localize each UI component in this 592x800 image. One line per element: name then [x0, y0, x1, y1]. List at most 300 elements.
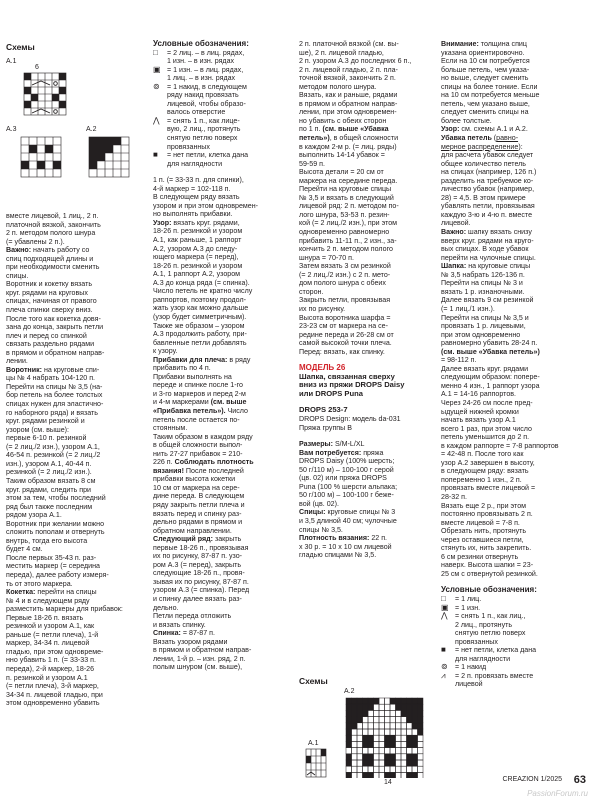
legend-item [153, 49, 292, 66]
legend-2 [441, 595, 588, 689]
column-2 [153, 40, 292, 672]
chart-cell [379, 710, 385, 716]
col1-text-collar: на круговые спи- цы № 4 набрать 104-120 п. Перейти на спицы № 3,5 (на- бор петель на более толстых спицах нужен для эластично- го наборного ряда) и вязать круг. рядами резинкой и узором (см. выше): первые 6-10 п. резинкой (= 2 лиц./2 изн.), узором А.1, 46-54 п. резинкой (= 2 лиц./2 изн.), узором А.1, 40-44 п. резинкой (= 2 лиц./2 изн.). Таким образом вязать 8 см круг. рядами, следить при этом за тем, чтобы последний ряд был также последним рядом узора А.1. Воротник при желании можно сложить пополам и отвернуть внутрь, тогда его высота будет 4 см. После первых 35-43 п. раз- местить маркер (= середина переда), далее работу измеря- ть от этого маркера. [6, 365, 109, 588]
sizes-label: Размеры: [299, 440, 333, 449]
chart-filled-cell [346, 704, 352, 710]
chart-filled-cell [412, 710, 418, 716]
chart-cell [407, 729, 413, 735]
chart-filled-cell [412, 723, 418, 729]
chart-cell [363, 729, 369, 735]
column-4 [441, 40, 588, 689]
chart-filled-cell [363, 710, 369, 716]
col4-para-decrease [441, 134, 588, 228]
col2-bold-back: Спинка: [153, 629, 181, 638]
chart-cell [379, 735, 385, 741]
chart-cell [396, 741, 402, 747]
col2-text-nextrow: закрыть первые 18-26 п., провязывая их по рисунку, 87-87 п. узо- ром А.3 (= перед), закрыть следующие 18-26 п., провя- зывая их по рисунку, 87-87 п. узором А.3 (= спинка). Перед и спинку далее вязать раз- дельно. Петли переда отложить и вязать спинку. [153, 535, 250, 629]
chart-cell [352, 729, 358, 735]
chart-cell [379, 748, 385, 754]
col4-para-pattern [441, 125, 588, 134]
chart-filled-cell [363, 754, 369, 760]
chart-cell [374, 717, 380, 723]
legend-symbol-icon: ▣ [441, 602, 449, 612]
chart-filled-cell [346, 710, 352, 716]
chart-cell [396, 760, 402, 766]
col4-bold-important: Важно: [441, 228, 467, 237]
chart-filled-cell [363, 772, 369, 778]
chart-cell [390, 748, 396, 754]
chart-cell [363, 723, 369, 729]
needles [299, 508, 438, 534]
chart-cell [396, 717, 402, 723]
chart-cell [352, 748, 358, 754]
chart-filled-cell [412, 698, 418, 704]
chart-a1b-label: А.1 [308, 740, 319, 747]
chart-filled-cell [346, 735, 352, 741]
chart-filled-cell [346, 754, 352, 760]
chart-cell [390, 729, 396, 735]
chart-cell [418, 766, 424, 772]
chart-cell [379, 766, 385, 772]
col2-text-increase-2: Число петель после остается по- стоянным. Таким образом в каждом ряду в общей сложности выпол- нить 27-27 прибавок = 210- 226 п. [153, 406, 253, 467]
legend-item [441, 612, 588, 646]
chart-cell [390, 717, 396, 723]
sizes-value: S/M-L/XL [332, 440, 365, 449]
chart-filled-cell [412, 735, 418, 741]
col4-bold-pattern: Узор: [441, 125, 460, 134]
col2-text-back: = 87-87 п. Вязать узором рядами в прямом и обратном направ- лении, 1-й р. – изн. ряд, 2 п. полым шнуром (см. выше), [153, 629, 252, 672]
schemes-title: Схемы [6, 42, 35, 52]
legend-symbol-icon: ⩘ [441, 670, 446, 680]
chart-filled-cell [412, 741, 418, 747]
legend-item [153, 66, 292, 83]
watermark: PassionForum.ru [527, 789, 588, 798]
legend-text: = 1 накид [455, 663, 487, 672]
legend-symbol-icon: ■ [441, 645, 446, 655]
chart-filled-cell [390, 772, 396, 778]
col2-para-nextrow [153, 535, 292, 629]
col2-bold-pattern: Узор: [153, 218, 172, 227]
legend-symbol-icon: ⊚ [441, 662, 448, 672]
chart-filled-cell [407, 760, 413, 766]
legend-item [441, 595, 588, 604]
chart-filled-cell [418, 704, 424, 710]
chart-filled-cell [412, 754, 418, 760]
chart-filled-cell [346, 717, 352, 723]
chart-a3-label: А.3 [6, 126, 17, 133]
chart-filled-cell [407, 710, 413, 716]
chart-cell [374, 760, 380, 766]
chart-cell [352, 772, 358, 778]
model-code: DROPS 253-7 [299, 405, 348, 415]
chart-filled-cell [385, 772, 391, 778]
legend-text: = 2 п. провязать вместе лицевой [455, 671, 534, 689]
col2-bold-increase-ref: (см. выше «Прибавка петель»). [153, 398, 247, 415]
chart-cell [385, 748, 391, 754]
chart-filled-cell [368, 741, 374, 747]
chart-cell [407, 723, 413, 729]
chart-cell [379, 698, 385, 704]
chart-cell [412, 729, 418, 735]
chart-filled-cell [401, 698, 407, 704]
chart-filled-cell [401, 704, 407, 710]
chart-filled-cell [357, 698, 363, 704]
footer [430, 774, 590, 788]
col1-para-collar [6, 366, 146, 588]
chart-filled-cell [374, 698, 380, 704]
col4-text-hat-2: = 98-112 п. Далее вязать круг. рядами следующим образом: попере- менно 4 изн., 1 раппорт узора А.1 = 14-16 раппортов. Через 24-26 см после пред- ыдущей нижней кромки начать вязать узор А.1 всего 1 раз, при этом число петель уменьшится до 2 п. в каждом раппорте = 7-8 раппортов = 42-48 п. После того как узор А.2 завершен в высоту, в следующем ряду: вязать попеременно 1 изн., 2 п. провязать вместе лицевой = 28-32 п. Вязать еще 2 р., при этом постоянно провязывать 2 п. вместе лицевой = 7-8 п. Обрезать нить, протянуть через оставшиеся петли, стянуть их, нить закрепить. 6 см резинки отвернуть наверх. Высота шапки = 23- 25 см с отвернутой резинкой. [441, 356, 559, 578]
col1-para-yoke [6, 588, 146, 708]
chart-filled-cell [418, 717, 424, 723]
col4-text-decrease-underline: равно- мерное распределение [441, 134, 519, 151]
chart-filled-cell [407, 772, 413, 778]
col4-para-attention [441, 40, 588, 125]
chart-a1-width-label: 6 [35, 64, 39, 71]
col2-bold-gauge: Соблюдать плотность вязания! [153, 458, 254, 475]
chart-filled-cell [390, 735, 396, 741]
chart-a3-grid [20, 136, 68, 184]
chart-filled-cell [407, 741, 413, 747]
gauge [299, 534, 438, 560]
legend-symbol-icon: ■ [153, 150, 158, 160]
chart-cell [352, 741, 358, 747]
model-title: МОДЕЛЬ 26 [299, 363, 346, 373]
chart-filled-cell [352, 710, 358, 716]
chart-cell [352, 766, 358, 772]
col2-para-pattern [153, 219, 292, 356]
chart-filled-cell [368, 760, 374, 766]
chart-cell [401, 766, 407, 772]
legend-item [441, 604, 588, 613]
chart-a2-label: А.2 [86, 126, 97, 133]
chart-filled-cell [407, 717, 413, 723]
legend-item [441, 663, 588, 672]
chart-filled-cell [385, 760, 391, 766]
chart-cell [363, 748, 369, 754]
chart-filled-cell [418, 723, 424, 729]
legend-text: = 2 лиц. – в лиц. рядах, 1 изн. – в изн. рядах [167, 48, 245, 66]
chart-cell [357, 741, 363, 747]
chart-cell [368, 729, 374, 735]
chart-filled-cell [390, 698, 396, 704]
legend-text: = нет петли, клетка дана для наглядности [455, 646, 537, 663]
chart-cell [379, 772, 385, 778]
chart-filled-cell [357, 704, 363, 710]
chart-filled-cell [346, 698, 352, 704]
legend-text: = снять 1 п., как лице- вую, 2 лиц., протянуть снятую петлю поверх провязанных [167, 116, 241, 151]
chart-cell [401, 748, 407, 754]
chart-cell [418, 741, 424, 747]
chart-cell [390, 723, 396, 729]
col4-text-decrease-b: ): для расчета убавок следует общее количество петель на спицах (например, 126 п.) разделить на требуемое ко- личество убавок (например, 28) = 4,5. В этом примере убавлять петли, провязывая каждую 3-ю и 4-ю п. вместе лицевой. [441, 142, 537, 228]
chart-cell [396, 772, 402, 778]
chart-cell [374, 766, 380, 772]
legend-1-title: Условные обозначения: [153, 39, 249, 48]
chart-filled-cell [412, 772, 418, 778]
col4-text-pattern: см. схемы А.1 и А.2. [459, 125, 528, 134]
chart-cell [390, 766, 396, 772]
chart-cell [396, 723, 402, 729]
chart-cell [385, 698, 391, 704]
chart-cell [401, 717, 407, 723]
col1-bold-collar: Воротник: [6, 365, 42, 374]
chart-filled-cell [363, 741, 369, 747]
chart-filled-cell [401, 710, 407, 716]
chart-cell [418, 735, 424, 741]
chart-cell [352, 760, 358, 766]
chart-cell [368, 723, 374, 729]
legend-item [441, 672, 588, 689]
legend-text: = 1 лиц. [455, 595, 482, 603]
chart-cell [379, 717, 385, 723]
chart-cell [396, 748, 402, 754]
chart-filled-cell [346, 723, 352, 729]
legend-symbol-icon: ⊚ [153, 81, 160, 91]
col4-text-hat: на круговые спицы № 3,5 набрать 126-136 п. Перейти на спицы № 3 и вязать 1 р. изнаночными. Далее вязать 9 см резинкой (= 1 лиц./1 изн.). Перейти на спицы № 3,5 и провязать 1 р. лицевыми, при этом одновременно равномерно убавить 28-24 п. [441, 262, 538, 348]
col1-para-important [6, 246, 146, 366]
col4-text-attention: толщина спиц указана ориентировочно. Если на 10 см потребуется больше петель, чем указа- но выше, следует сменить спицы на более тонкие. Если на 10 см потребуется меньше петель, чем указано выше, следует сменить спицы на более толстые. [441, 40, 540, 125]
chart-cell [363, 766, 369, 772]
chart-cell [379, 723, 385, 729]
chart-cell [390, 704, 396, 710]
col1-text-important: начать работу со спиц подходящей длины и при необходимости сменить спицы. Воротник и кокетку вязать круг. рядами на круговых спицах, начиная от правого плеча спинки сверху вниз. После того как кокетка довя- зана до конца, закрыть петли плеч и перед со спинкой связать раздельно рядами в прямом и обратном направ- лении. [6, 246, 105, 366]
col4-para-important [441, 228, 588, 262]
chart-filled-cell [368, 698, 374, 704]
chart-a2b-grid [344, 696, 444, 778]
chart-cell [352, 735, 358, 741]
chart-cell [357, 735, 363, 741]
chart-filled-cell [390, 760, 396, 766]
chart-cell [368, 766, 374, 772]
chart-filled-cell [346, 741, 352, 747]
chart-filled-cell [346, 729, 352, 735]
chart-filled-cell [352, 723, 358, 729]
chart-filled-cell [412, 704, 418, 710]
chart-filled-cell [363, 698, 369, 704]
chart-cell [368, 710, 374, 716]
chart-filled-cell [352, 717, 358, 723]
legend-symbol-icon: □ [153, 47, 158, 57]
col4-bold-decrease: Убавка петель [441, 134, 492, 143]
chart-cell [401, 754, 407, 760]
column-1 [6, 212, 146, 708]
model-description: Шапка, связанная сверху вниз из пряжи DROPS Daisy или DROPS Puna [299, 371, 405, 398]
chart-cell [379, 754, 385, 760]
chart-cell [412, 748, 418, 754]
page-number: 63 [573, 774, 586, 786]
chart-filled-cell [368, 735, 374, 741]
chart-cell [379, 729, 385, 735]
chart-filled-cell [363, 704, 369, 710]
column-3 [299, 40, 438, 560]
legend-item [153, 151, 292, 168]
chart-cell [407, 766, 413, 772]
legend-item [153, 117, 292, 151]
col2-text: 1 п. (= 33-33 п. для спинки), 4-й маркер = 102-118 п. В следующем ряду вязать узором и при этом одновремен- но выполнять прибавки. [153, 176, 259, 219]
chart-cell [401, 723, 407, 729]
col1-bold-yoke: Кокетка: [6, 588, 36, 597]
legend-text: = 1 накид, в следующем ряду накид провязать лицевой, чтобы образо- валось отверстие [167, 82, 247, 117]
needles-label: Спицы: [299, 508, 326, 517]
materials-label: Вам потребуется: [299, 448, 362, 457]
col2-text-pattern: вязать круг. рядами, 18-26 п. резинкой и узором А.1, как раньше, 1 раппорт А.2, узором А.3 до следу- ющего маркера (= перед), 18-26 п. резинкой и узором А.1, 1 раппорт А.2, узором А.3 до конца ряда (= спинка). Число петель не кратно числу раппортов, поэтому продол- жать узор как можно дальше (узор будет симметричным). Также же образом – узором А.3 продолжить работу, при- бавленные петли добавлять к узору. [153, 218, 253, 356]
chart-cell [374, 704, 380, 710]
chart-filled-cell [418, 710, 424, 716]
col3-bold-decrease: (см. выше «Убавка петель») [299, 125, 389, 143]
col1-text: вместе лицевой, 1 лиц., 2 п. платочной вязкой, закончить 2 п. методом полого шнура (= убавлены 2 п.). [6, 212, 101, 246]
chart-cell [357, 766, 363, 772]
chart-cell [401, 729, 407, 735]
chart-filled-cell [418, 729, 424, 735]
col3-text-1: , в общей сложности в каждом 2-м р. (= лиц. ряды) выполнить 14-14 убавок = 59-59 п. Высота детали = 20 см от маркера на середине переда. Перейти на круговые спицы № 3,5 и вязать в следующий лицевой ряд: 2 п. методом по- лого шнура, 53-53 п. резин- кой (= 2 лиц./2 изн.), при этом одновременно равномерно прибавить 11-11 п., 2 изн., за- кончить 2 п. методом полого шнура = 70-70 п. Затем вязать 3 см резинкой (= 2 лиц./2 изн.) с 2 п. мето- дом полого шнура с обеих сторон. Закрыть петли, провязывая их по рисунку. Высота воротника шарфа = 23-23 см от маркера на се- редине переда и 26-28 см от самой высокой точки плеча. Перед: вязать, как спинку. [299, 134, 399, 356]
chart-cell [346, 766, 352, 772]
materials [299, 449, 438, 509]
footer-magazine: CREAZION 1/2025 [502, 776, 562, 783]
chart-a2-grid [88, 136, 134, 184]
chart-cell [418, 754, 424, 760]
chart-cell [363, 717, 369, 723]
col4-bold-hat: Шапка: [441, 262, 467, 271]
legend-text: = 1 изн. – в лиц. рядах, 1 лиц. – в изн. рядах [167, 65, 244, 83]
chart-a1-grid [16, 71, 76, 117]
legend-item [441, 646, 588, 663]
chart-cell [401, 772, 407, 778]
chart-filled-cell [407, 735, 413, 741]
model-design: DROPS Design: модель da-031 Пряжа группы B [299, 414, 401, 432]
chart-cell [368, 748, 374, 754]
chart-cell [396, 710, 402, 716]
col4-bold-attention: Внимание: [441, 40, 479, 48]
chart-filled-cell [363, 760, 369, 766]
col1-bold-important: Важно: [6, 246, 32, 255]
col2-para-increase [153, 356, 292, 535]
legend-2-title: Условные обозначения: [441, 585, 537, 595]
col2-text-gauge: После последней прибавки высота кокетки 10 см от маркера на сере- дине переда. В следующем ряду закрыть петли плеча и вязать перед и спинку раз- дельно рядами в прямом и обратном направлении. [153, 466, 245, 535]
legend-item [153, 83, 292, 117]
chart-filled-cell [407, 754, 413, 760]
chart-filled-cell [385, 735, 391, 741]
col4-text-important: шапку вязать снизу вверх круг. рядами на круго- вых спицах. В ходе убавок перейти на чулочные спицы. [441, 228, 536, 262]
legend-symbol-icon: ⋀ [441, 611, 448, 621]
chart-a2b-label: А.2 [344, 688, 355, 695]
chart-cell [346, 748, 352, 754]
chart-cell [396, 735, 402, 741]
chart-a1-label: А.1 [6, 58, 17, 65]
chart-filled-cell [412, 760, 418, 766]
col1-text-yoke: перейти на спицы № 4 и в следующем ряду разместить маркеры для прибавок: Первые 18-26 п. вязать резинкой и узором А.1, как раньше (= петли плеча), 1-й маркер, 34-34 п. лицевой гладью, при этом одновреме- нно убавить 1 п. (= 33-33 п. переда), 2-й маркер, 18-26 п. резинкой и узором А.1 (= петли плеча), 3-й маркер, 34-34 п. лицевой гладью, при этом одновременно убавить [6, 588, 123, 708]
col3-para [299, 40, 438, 356]
legend-text: = нет петли, клетка дана для наглядности [167, 151, 249, 168]
chart-filled-cell [357, 710, 363, 716]
chart-filled-cell [346, 772, 352, 778]
chart-cell [396, 729, 402, 735]
chart-cell [418, 772, 424, 778]
chart-cell [401, 735, 407, 741]
chart-cell [418, 760, 424, 766]
col4-bold-decrease-ref: (см. выше «Убавка петель») [441, 347, 540, 356]
col4-para-hat [441, 262, 588, 578]
chart-filled-cell [407, 704, 413, 710]
chart-filled-cell [407, 698, 413, 704]
legend-symbol-icon: □ [441, 594, 446, 603]
chart-cell [385, 766, 391, 772]
chart-cell [357, 754, 363, 760]
chart-filled-cell [368, 772, 374, 778]
chart-cell [357, 723, 363, 729]
col2-bold-nextrow: Следующий ряд: [153, 535, 213, 544]
chart-filled-cell [390, 741, 396, 747]
chart-cell [390, 710, 396, 716]
needles-value: круговые спицы № 3 и 3,5 длиной 40 см; чулочные спицы № 3,5. [299, 508, 397, 534]
chart-cell [374, 772, 380, 778]
chart-cell [357, 760, 363, 766]
gauge-value: 22 п. х 30 р. = 10 х 10 см лицевой гладью спицами № 3,5. [299, 534, 392, 560]
chart-cell [374, 741, 380, 747]
col2-bold-increase: Прибавки для плеча: [153, 355, 228, 364]
chart-a2b-width-label: 14 [384, 779, 392, 786]
chart-cell [374, 729, 380, 735]
chart-cell [357, 772, 363, 778]
chart-cell [374, 735, 380, 741]
chart-filled-cell [418, 698, 424, 704]
chart-a1b-grid [305, 748, 335, 784]
chart-cell [412, 766, 418, 772]
col3-text-0: 2 п. платочной вязкой (см. вы- ше), 2 п. лицевой гладью, 2 п. узором А.3 до последних 6 п., 2 п. лицевой гладью, 2 п. пла- точной вязкой, закончить 2 п. методом полого шнура. Вязать, как и раньше, рядами в прямом и обратном направ- лении, при этом одновремен- но убавить с обеих сторон по 1 п. [299, 40, 412, 134]
chart-cell [418, 748, 424, 754]
chart-filled-cell [385, 741, 391, 747]
col2-para-back [153, 629, 292, 672]
legend-symbol-icon: ⋀ [153, 115, 160, 125]
chart-filled-cell [396, 704, 402, 710]
chart-cell [385, 723, 391, 729]
chart-filled-cell [357, 717, 363, 723]
chart-filled-cell [396, 698, 402, 704]
chart-cell [401, 741, 407, 747]
legend-text: = 1 изн. [455, 603, 481, 612]
chart-cell [379, 704, 385, 710]
chart-cell [352, 754, 358, 760]
materials-value: пряжа DROPS Daisy (100% шерсть; 50 г/110 м) – 100-100 г серой (цв. 02) или пряжа DROPS Puna (100 % шерсти альпака; 50 г/100 м) – 100-100 г беже- вой (цв. 02). [299, 448, 398, 508]
chart-filled-cell [368, 704, 374, 710]
chart-cell [385, 729, 391, 735]
chart-filled-cell [363, 735, 369, 741]
chart-cell [368, 717, 374, 723]
chart-filled-cell [346, 760, 352, 766]
chart-cell [374, 723, 380, 729]
legend-1 [153, 49, 292, 169]
sizes [299, 440, 438, 449]
legend-text: = снять 1 п., как лиц., 2 лиц., протянуть снятую петлю поверх провязанных [455, 612, 526, 646]
chart-filled-cell [385, 754, 391, 760]
chart-cell [374, 710, 380, 716]
schemes-2-title: Схемы [299, 676, 328, 686]
chart-filled-cell [352, 704, 358, 710]
chart-cell [401, 760, 407, 766]
chart-cell [407, 748, 413, 754]
chart-cell [357, 729, 363, 735]
col2-text-increase: в ряду прибавить по 4 п. Прибавки выполнять на переде и спинке после 1-го и 3-го маркеров и перед 2-м и 4-м маркерами [153, 355, 251, 407]
chart-cell [385, 704, 391, 710]
chart-filled-cell [368, 754, 374, 760]
chart-cell [379, 741, 385, 747]
col4-text-decrease-a: ( [491, 134, 497, 143]
chart-filled-cell [352, 698, 358, 704]
chart-cell [374, 748, 380, 754]
chart-filled-cell [412, 717, 418, 723]
chart-cell [385, 710, 391, 716]
chart-cell [396, 766, 402, 772]
chart-cell [379, 760, 385, 766]
